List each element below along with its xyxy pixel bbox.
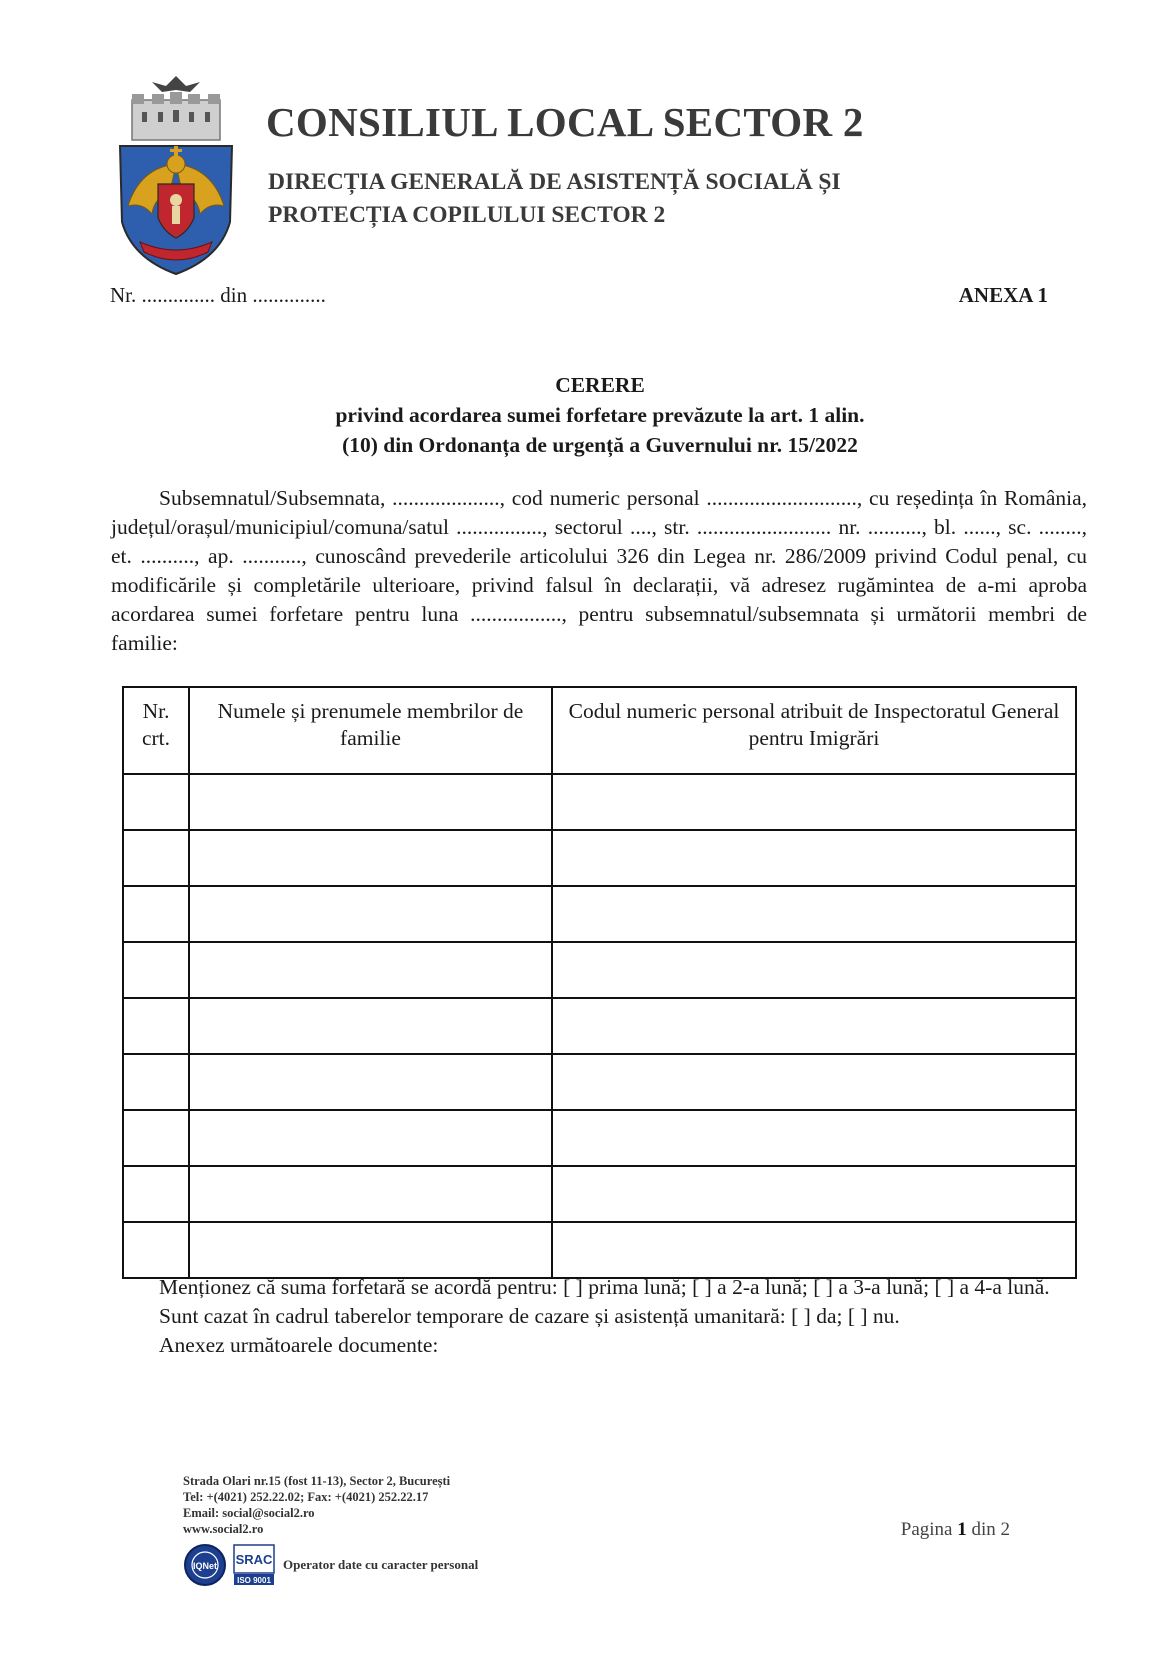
cell-nr-crt[interactable] — [123, 830, 189, 886]
family-members-table — [122, 686, 1077, 1279]
institution-subtitle — [268, 166, 841, 232]
cell-nr-crt[interactable] — [123, 998, 189, 1054]
iqnet-label: IQNet — [192, 1561, 218, 1571]
bucharest-coat-of-arms-icon — [110, 72, 242, 282]
footer-phone: Tel: +(4021) 252.22.02; Fax: +(4021) 252.22.17 — [183, 1490, 429, 1504]
cell-member-name[interactable] — [189, 830, 552, 886]
cell-cnp[interactable] — [552, 774, 1076, 830]
page-number — [901, 1519, 1010, 1541]
cell-nr-crt[interactable] — [123, 942, 189, 998]
cell-member-name[interactable] — [189, 1110, 552, 1166]
table-row — [123, 1166, 1076, 1222]
page-total: 2 — [1000, 1519, 1010, 1540]
footer-email: Email: social@social2.ro — [183, 1506, 315, 1520]
iso-label: ISO 9001 — [237, 1576, 271, 1585]
table-row — [123, 886, 1076, 942]
cell-cnp[interactable] — [552, 830, 1076, 886]
cell-cnp[interactable] — [552, 886, 1076, 942]
cell-member-name[interactable] — [189, 1166, 552, 1222]
cell-nr-crt[interactable] — [123, 1110, 189, 1166]
header-member-name: Numele și prenumele membrilor de familie — [189, 687, 552, 774]
table-row — [123, 1222, 1076, 1278]
certification-logos — [183, 1543, 478, 1587]
header-nr-crt: Nr. crt. — [123, 687, 189, 774]
document-title-line1: CERERE — [555, 373, 645, 397]
documents-line: Anexez următoarele documente: — [159, 1333, 439, 1357]
iqnet-certification-icon — [183, 1543, 227, 1587]
srac-label: SRAC — [235, 1552, 273, 1567]
cell-nr-crt[interactable] — [123, 886, 189, 942]
cell-member-name[interactable] — [189, 774, 552, 830]
cell-cnp[interactable] — [552, 1222, 1076, 1278]
cell-member-name[interactable] — [189, 1222, 552, 1278]
cell-nr-crt[interactable] — [123, 1222, 189, 1278]
document-title-line2: privind acordarea sumei forfetare prevăzute la art. 1 alin. — [335, 403, 865, 427]
options-section — [111, 1273, 1087, 1360]
cell-member-name[interactable] — [189, 998, 552, 1054]
footer-contact — [183, 1473, 450, 1537]
footer-address: Strada Olari nr.15 (fost 11-13), Sector 2, București — [183, 1474, 451, 1488]
institution-subtitle-line1: DIRECȚIA GENERALĂ DE ASISTENȚĂ SOCIALĂ ȘI — [268, 169, 841, 195]
table-header-row — [123, 687, 1076, 774]
institution-title: CONSILIUL LOCAL SECTOR 2 — [266, 99, 864, 145]
cell-cnp[interactable] — [552, 1110, 1076, 1166]
cell-nr-crt[interactable] — [123, 1054, 189, 1110]
table-row — [123, 1054, 1076, 1110]
page-label: Pagina — [900, 1519, 953, 1540]
table-row — [123, 998, 1076, 1054]
table-row — [123, 830, 1076, 886]
cell-nr-crt[interactable] — [123, 774, 189, 830]
table-row — [123, 1110, 1076, 1166]
document-title — [0, 370, 1170, 460]
header-cnp: Codul numeric personal atribuit de Inspectoratul General pentru Imigrări — [552, 687, 1076, 774]
cell-member-name[interactable] — [189, 1054, 552, 1110]
annex-label: ANEXA 1 — [958, 283, 1048, 307]
request-paragraph: Subsemnatul/Subsemnata, ...................., cod numeric personal ............................, cu reședința în România, județul/orașul/municipiul/comuna/satul ................, sectorul ...., str. ......................... nr. .........., bl. ......, sc. ........, et. .........., ap. ..........., cunoscând prevederile articolului 326 din Legea nr. 286/2009 privind Codul penal, cu modificările și completările ulterioare, privind falsul în declarații, vă adresez rugămintea de a-mi aproba acordarea sumei forfetare pentru luna ................., pentru subsemnatul/subsemnata și următorii membri de familie: — [111, 486, 1087, 655]
registration-number: Nr. .............. din .............. — [110, 283, 326, 307]
srac-iso-9001-icon — [231, 1543, 277, 1587]
table-body — [123, 774, 1076, 1278]
cell-cnp[interactable] — [552, 998, 1076, 1054]
months-option-line: Menționez că suma forfetară se acordă pentru: [ ] prima lună; [ ] a 2-a lună; [ ] a 3-a lună; [ ] a 4-a lună. — [159, 1275, 1050, 1299]
cell-cnp[interactable] — [552, 942, 1076, 998]
footer-website: www.social2.ro — [183, 1522, 264, 1536]
cell-member-name[interactable] — [189, 942, 552, 998]
camp-option-line: Sunt cazat în cadrul taberelor temporare de cazare și asistență umanitară: [ ] da; [ ] nu. — [159, 1304, 900, 1328]
table-row — [123, 942, 1076, 998]
cell-cnp[interactable] — [552, 1166, 1076, 1222]
cell-member-name[interactable] — [189, 886, 552, 942]
operator-data-text: Operator date cu caracter personal — [283, 1557, 479, 1572]
cell-cnp[interactable] — [552, 1054, 1076, 1110]
table-row — [123, 774, 1076, 830]
document-title-line3: (10) din Ordonanța de urgență a Guvernului nr. 15/2022 — [342, 433, 858, 457]
page-separator: din — [971, 1519, 996, 1540]
cell-nr-crt[interactable] — [123, 1166, 189, 1222]
institution-subtitle-line2: PROTECȚIA COPILULUI SECTOR 2 — [268, 202, 666, 228]
page-current: 1 — [957, 1519, 967, 1540]
